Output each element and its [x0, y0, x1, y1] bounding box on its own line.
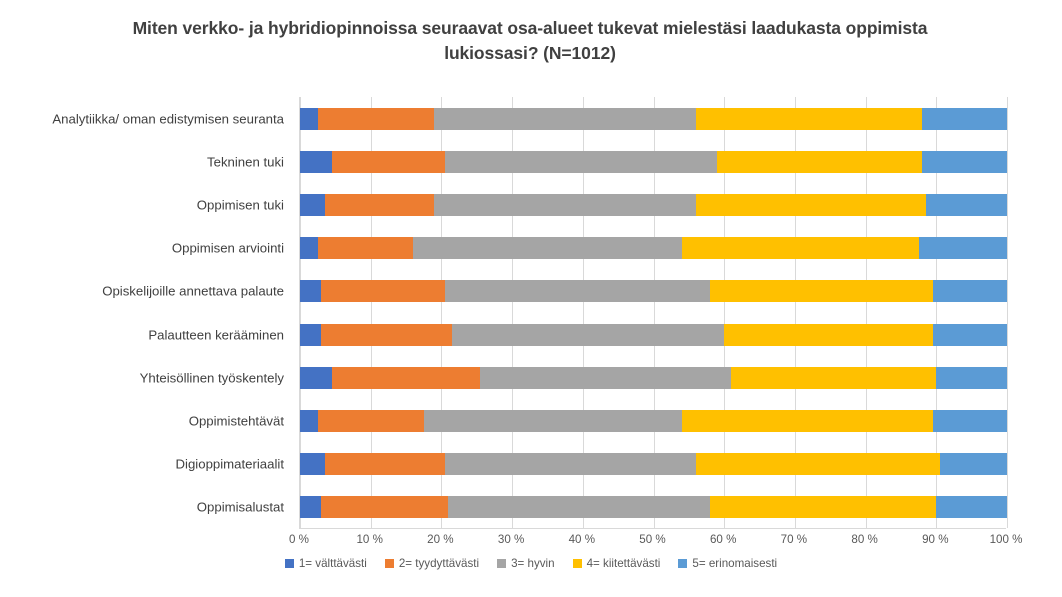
- bar-segment[interactable]: [300, 324, 321, 346]
- bar-row[interactable]: [300, 194, 1007, 216]
- value-tick-label: 30 %: [497, 533, 525, 546]
- category-label: Oppimisalustat: [196, 499, 284, 515]
- bar-segment[interactable]: [445, 151, 717, 173]
- category-label: Tekninen tuki: [207, 154, 284, 170]
- bar-segment[interactable]: [300, 108, 318, 130]
- bar-segment[interactable]: [300, 194, 325, 216]
- bar-segment[interactable]: [434, 108, 696, 130]
- bar-row[interactable]: [300, 367, 1007, 389]
- bar-segment[interactable]: [682, 237, 919, 259]
- bar-segment[interactable]: [325, 194, 435, 216]
- bar-segment[interactable]: [919, 237, 1007, 259]
- bar-segment[interactable]: [413, 237, 682, 259]
- category-label: Oppimistehtävät: [188, 413, 284, 429]
- bar-segment[interactable]: [933, 280, 1007, 302]
- value-tick-label: 0 %: [289, 533, 309, 546]
- bar-segment[interactable]: [922, 151, 1007, 173]
- bar-row[interactable]: [300, 410, 1007, 432]
- bar-segment[interactable]: [480, 367, 731, 389]
- bar-segment[interactable]: [933, 324, 1007, 346]
- value-tick-label: 60 %: [709, 533, 737, 546]
- bar-segment[interactable]: [448, 496, 710, 518]
- plot-area: [299, 97, 1006, 529]
- bar-segment[interactable]: [922, 108, 1007, 130]
- bar-segment[interactable]: [300, 496, 321, 518]
- legend-item[interactable]: [573, 557, 661, 570]
- bar-row[interactable]: [300, 151, 1007, 173]
- gridline: [1007, 97, 1008, 528]
- value-tick-label: 70 %: [780, 533, 808, 546]
- legend-label: 3= hyvin: [511, 557, 555, 570]
- value-tick-label: 10 %: [356, 533, 383, 546]
- category-axis-labels: [0, 97, 292, 529]
- bar-segment[interactable]: [300, 367, 332, 389]
- legend-swatch: [385, 559, 394, 568]
- bar-segment[interactable]: [710, 496, 936, 518]
- bar-segment[interactable]: [933, 410, 1007, 432]
- bar-segment[interactable]: [696, 194, 926, 216]
- bar-segment[interactable]: [300, 237, 318, 259]
- legend-swatch: [285, 559, 294, 568]
- bar-segment[interactable]: [724, 324, 933, 346]
- bar-segment[interactable]: [318, 237, 413, 259]
- bar-segment[interactable]: [936, 367, 1007, 389]
- legend-item[interactable]: [285, 557, 367, 570]
- value-tick-label: 80 %: [851, 533, 878, 546]
- bar-row[interactable]: [300, 324, 1007, 346]
- bar-segment[interactable]: [445, 280, 710, 302]
- legend-label: 1= välttävästi: [298, 557, 367, 570]
- bar-segment[interactable]: [940, 453, 1007, 475]
- legend-swatch: [497, 559, 506, 568]
- value-tick-label: 100 %: [989, 533, 1023, 546]
- legend-label: 4= kiitettävästi: [586, 557, 661, 570]
- bar-segment[interactable]: [332, 367, 480, 389]
- bar-segment[interactable]: [731, 367, 936, 389]
- category-label: Oppimisen tuki: [196, 197, 284, 213]
- bar-segment[interactable]: [300, 151, 332, 173]
- legend-item[interactable]: [385, 557, 479, 570]
- bar-segment[interactable]: [321, 324, 452, 346]
- bar-segment[interactable]: [696, 108, 922, 130]
- legend-item[interactable]: [678, 557, 777, 570]
- value-tick-label: 90 %: [922, 533, 949, 546]
- value-axis-labels: [289, 533, 1023, 553]
- bar-segment[interactable]: [434, 194, 696, 216]
- bar-segment[interactable]: [300, 410, 318, 432]
- legend-label: 2= tyydyttävästi: [398, 557, 480, 570]
- bar-row[interactable]: [300, 496, 1007, 518]
- bar-segment[interactable]: [717, 151, 922, 173]
- category-label: Oppimisen arviointi: [171, 240, 284, 256]
- chart-title: Miten verkko- ja hybridiopinnoissa seuraavat osa-alueet tukevat mielestäsi laadukasta oppimista lukiossasi? (N=1012): [132, 18, 928, 64]
- bar-segment[interactable]: [318, 108, 435, 130]
- bar-segment[interactable]: [445, 453, 696, 475]
- chart-legend: [0, 557, 1062, 570]
- bar-segment[interactable]: [926, 194, 1007, 216]
- value-tick-label: 40 %: [568, 533, 596, 546]
- bar-segment[interactable]: [332, 151, 445, 173]
- bar-segment[interactable]: [318, 410, 424, 432]
- bar-row[interactable]: [300, 108, 1007, 130]
- bar-segment[interactable]: [325, 453, 445, 475]
- bar-row[interactable]: [300, 280, 1007, 302]
- legend-label: 5= erinomaisesti: [692, 557, 778, 570]
- bar-segment[interactable]: [300, 280, 321, 302]
- category-label: Digioppimateriaalit: [175, 456, 284, 472]
- bar-segment[interactable]: [424, 410, 682, 432]
- legend-swatch: [573, 559, 582, 568]
- bar-row[interactable]: [300, 237, 1007, 259]
- value-tick-label: 50 %: [639, 533, 666, 546]
- category-label: Opiskelijoille annettava palaute: [102, 283, 284, 299]
- bar-segment[interactable]: [452, 324, 724, 346]
- bar-row[interactable]: [300, 453, 1007, 475]
- bar-segment[interactable]: [300, 453, 325, 475]
- bar-segment[interactable]: [321, 496, 448, 518]
- category-label: Analytiikka/ oman edistymisen seuranta: [52, 111, 284, 127]
- value-tick-label: 20 %: [427, 533, 454, 546]
- bar-segment[interactable]: [696, 453, 940, 475]
- legend-swatch: [678, 559, 687, 568]
- category-label: Palautteen kerääminen: [148, 327, 284, 343]
- legend-item[interactable]: [497, 557, 555, 570]
- bar-segment[interactable]: [321, 280, 445, 302]
- category-label: Yhteisöllinen työskentely: [139, 370, 284, 386]
- bar-segment[interactable]: [936, 496, 1007, 518]
- bar-segment[interactable]: [682, 410, 933, 432]
- bar-segment[interactable]: [710, 280, 933, 302]
